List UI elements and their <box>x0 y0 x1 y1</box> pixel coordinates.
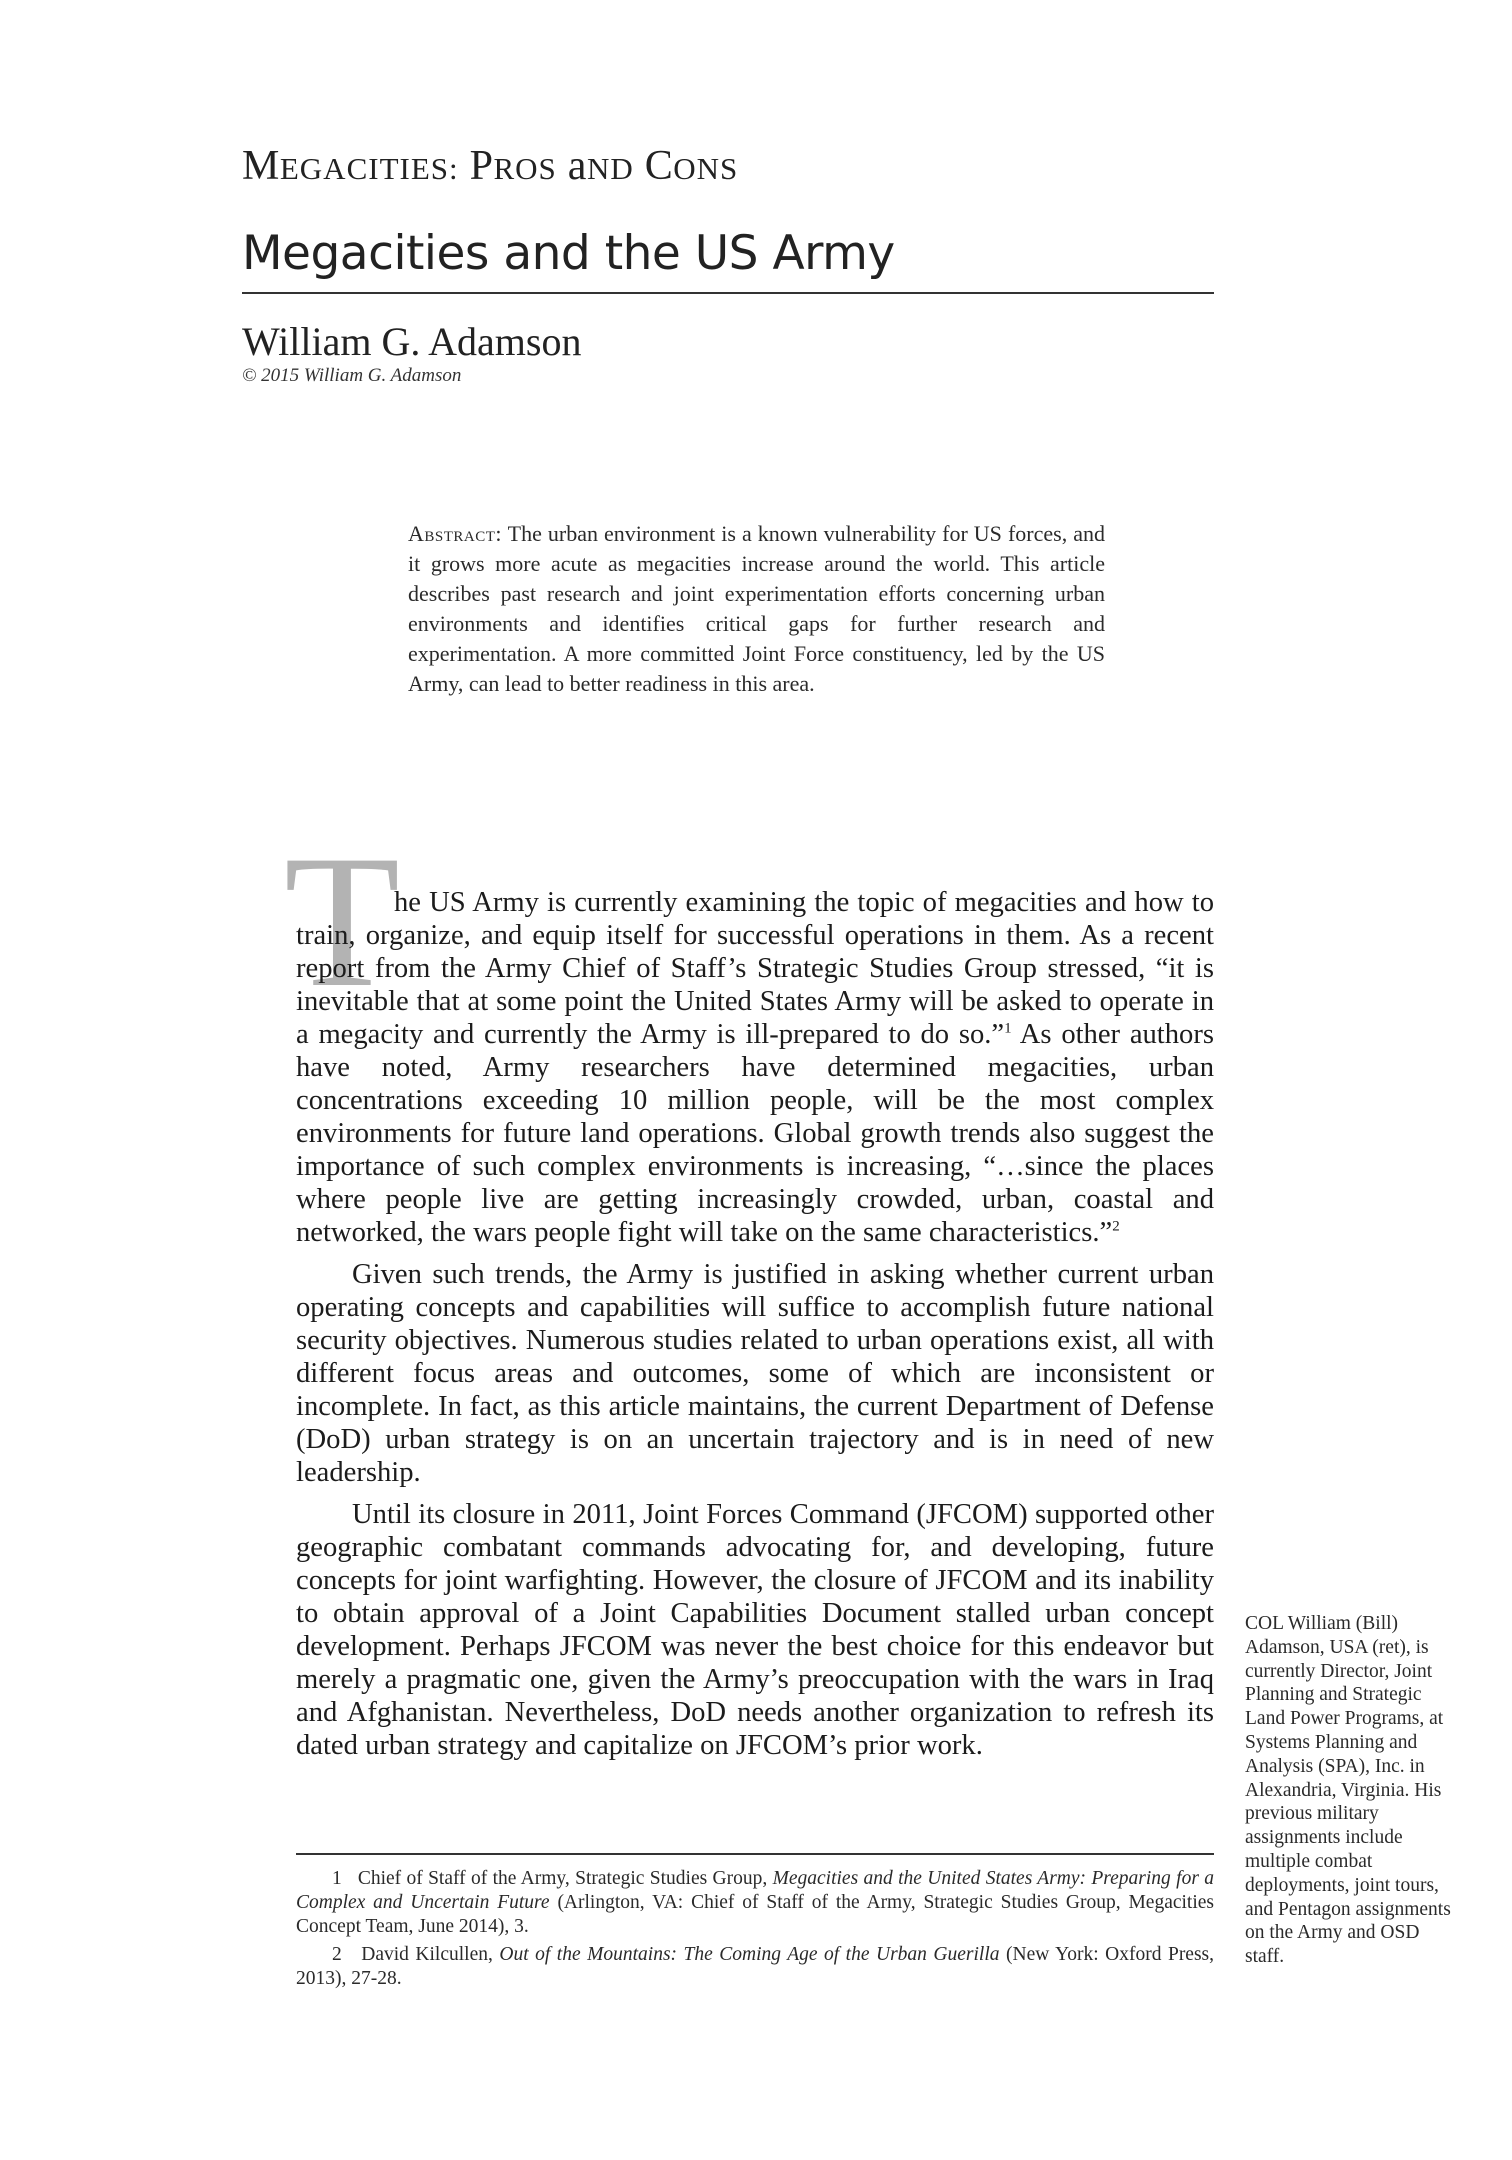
footnote-ref-2[interactable]: 2 <box>1112 1218 1120 1235</box>
author-bio-sidebar: COL William (Bill) Adamson, USA (ret), is currently Director, Joint Planning and Strategic Land Power Programs, at Systems Planning and Analysis (SPA), Inc. in Alexandria, Virginia. His previous military assignments include multiple combat deployments, joint tours, and Pentagon assignments on the Army and OSD staff. <box>1245 1613 1451 1968</box>
paragraph-1-opening: he US Army is currently examining the topic of megacities and how to train, organize, and equip itself for successful operations in them. <box>296 887 1214 951</box>
footnote-number: 1 <box>332 1868 342 1889</box>
abstract-label: Abstract: <box>408 521 503 546</box>
footnote-divider <box>296 1853 1214 1855</box>
article-body <box>296 886 1214 1771</box>
footnote-text: David Kilcullen, <box>361 1944 500 1965</box>
drop-cap: T <box>284 817 401 1027</box>
abstract-text: The urban environment is a known vulnerability for US forces, and it grows more acute as megacities increase around the world. This article describes past research and joint experimentation efforts concerning urban environments and identifies critical gaps for further research and experimentation. A more committed Joint Force constituency, led by the US Army, can lead to better readiness in this area. <box>408 521 1105 696</box>
footnotes <box>296 1867 1214 1995</box>
footnote-text: (New York: Oxford Press, 2013), 27-28. <box>296 1944 1215 1989</box>
footnote-2 <box>296 1943 1214 1991</box>
footnote-1 <box>296 1867 1214 1939</box>
footnote-text: (Arlington, VA: Chief of Staff of the Army, Strategic Studies Group, Megacities Concept Team, June 2014), 3. <box>296 1892 1215 1937</box>
footnote-number: 2 <box>332 1944 342 1965</box>
footnote-title: Megacities and the United States Army: Preparing for a Complex and Uncertain Future <box>296 1868 1215 1913</box>
paragraph-2: Given such trends, the Army is justified in asking whether current urban operating concepts and capabilities will suffice to accomplish future national security objectives. Numerous studies related to urban operations exist, all with different focus areas and outcomes, some of which are inconsistent or incomplete. In fact, as this article maintains, the current Department of Defense (DoD) urban strategy is on an uncertain trajectory and is in need of new leadership. <box>296 1259 1214 1488</box>
paragraph-1-text-a: As a recent report from the Army Chief of Staff’s Strategic Studies Group stressed, “it is inevitable that at some point the United States Army will be asked to operate in a megacity and currently the Army is ill-prepared to do so.” <box>296 920 1214 1050</box>
footnote-ref-1[interactable]: 1 <box>1004 1020 1012 1037</box>
section-heading: MEGACITIES: PROS aND CONS <box>242 143 739 189</box>
paragraph-1 <box>296 886 1214 1249</box>
article-title: Megacities and the US Army <box>242 226 895 281</box>
footnote-title: Out of the Mountains: The Coming Age of the Urban Guerilla <box>499 1944 1000 1965</box>
footnote-text: Chief of Staff of the Army, Strategic Studies Group, <box>357 1868 773 1889</box>
abstract <box>408 519 1105 699</box>
paragraph-3: Until its closure in 2011, Joint Forces Command (JFCOM) supported other geographic combatant commands advocating for, and developing, future concepts for joint warfighting. However, the closure of JFCOM and its inability to obtain approval of a Joint Capabilities Document stalled urban concept development. Perhaps JFCOM was never the best choice for this endeavor but merely a pragmatic one, given the Army’s preoccupation with the wars in Iraq and Afghanistan. Nevertheless, DoD needs another organization to refresh its dated urban strategy and capitalize on JFCOM’s prior work. <box>296 1499 1214 1761</box>
title-divider <box>242 292 1214 294</box>
author-name: William G. Adamson <box>242 319 582 364</box>
copyright-line: © 2015 William G. Adamson <box>242 365 462 386</box>
paragraph-1-text-b: As other authors have noted, Army researchers have determined megacities, urban concentrations exceeding 10 million people, will be the most complex environments for future land operations. Global growth trends also suggest the importance of such complex environments is increasing, “…since the places where people live are getting increasingly crowded, urban, coastal and networked, the wars people fight will take on the same characteristics.” <box>296 1019 1214 1248</box>
